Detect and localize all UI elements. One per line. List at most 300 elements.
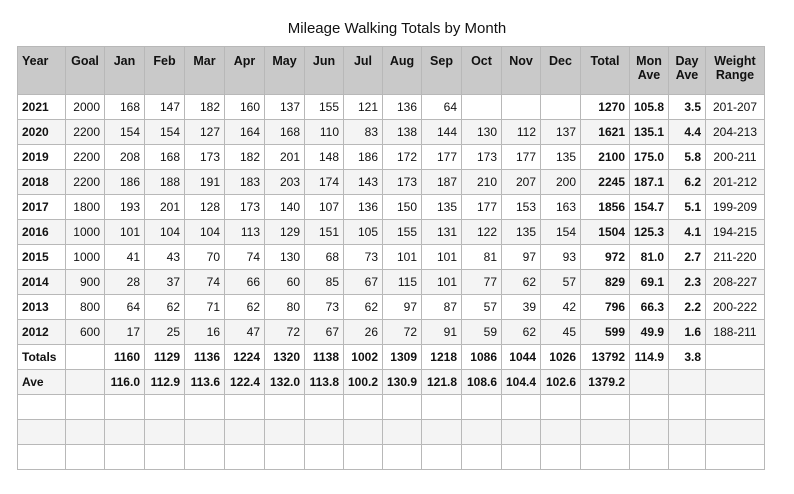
- table-cell: 4.4: [669, 120, 706, 145]
- column-header: Weight Range: [706, 47, 765, 95]
- table-cell: 81.0: [630, 245, 669, 270]
- table-cell: [344, 395, 383, 420]
- table-cell: 2012: [18, 320, 66, 345]
- table-cell: 201: [145, 195, 185, 220]
- table-cell: 1379.2: [581, 370, 630, 395]
- table-cell: 130.9: [383, 370, 422, 395]
- table-cell: [422, 420, 462, 445]
- table-cell: 191: [185, 170, 225, 195]
- table-cell: 1044: [502, 345, 541, 370]
- table-row: [18, 345, 765, 370]
- table-cell: 138: [383, 120, 422, 145]
- column-header: Apr: [225, 47, 265, 95]
- table-cell: 67: [305, 320, 344, 345]
- table-row: [18, 220, 765, 245]
- table-cell: 2014: [18, 270, 66, 295]
- table-cell: [581, 395, 630, 420]
- table-cell: 194-215: [706, 220, 765, 245]
- column-header: Jul: [344, 47, 383, 95]
- table-cell: 105.8: [630, 95, 669, 120]
- table-cell: 3.5: [669, 95, 706, 120]
- table-cell: 136: [344, 195, 383, 220]
- table-cell: [581, 420, 630, 445]
- table-cell: 177: [462, 195, 502, 220]
- table-cell: 130: [265, 245, 305, 270]
- table-cell: 97: [383, 295, 422, 320]
- table-cell: 143: [344, 170, 383, 195]
- table-cell: 1136: [185, 345, 225, 370]
- table-cell: 66.3: [630, 295, 669, 320]
- table-cell: 5.1: [669, 195, 706, 220]
- table-cell: 800: [66, 295, 105, 320]
- column-header: Goal: [66, 47, 105, 95]
- table-cell: 207: [502, 170, 541, 195]
- table-cell: 57: [462, 295, 502, 320]
- table-cell: 2.7: [669, 245, 706, 270]
- table-cell: 128: [185, 195, 225, 220]
- table-cell: [706, 370, 765, 395]
- column-header: Nov: [502, 47, 541, 95]
- table-cell: [630, 395, 669, 420]
- table-cell: 108.6: [462, 370, 502, 395]
- table-cell: 796: [581, 295, 630, 320]
- table-cell: [422, 445, 462, 470]
- table-cell: [541, 445, 581, 470]
- table-cell: 1000: [66, 220, 105, 245]
- table-cell: 116.0: [105, 370, 145, 395]
- table-cell: 125.3: [630, 220, 669, 245]
- table-cell: [305, 395, 344, 420]
- mileage-table: [17, 46, 765, 470]
- table-cell: 154.7: [630, 195, 669, 220]
- table-cell: 135: [422, 195, 462, 220]
- table-cell: 104: [185, 220, 225, 245]
- column-header: Aug: [383, 47, 422, 95]
- table-cell: [225, 395, 265, 420]
- table-cell: [18, 420, 66, 445]
- table-cell: 1621: [581, 120, 630, 145]
- table-cell: 137: [541, 120, 581, 145]
- table-cell: [265, 445, 305, 470]
- table-cell: [581, 445, 630, 470]
- table-cell: 101: [422, 270, 462, 295]
- table-cell: Totals: [18, 345, 66, 370]
- table-cell: 900: [66, 270, 105, 295]
- column-header: Oct: [462, 47, 502, 95]
- table-cell: 2200: [66, 170, 105, 195]
- table-cell: 59: [462, 320, 502, 345]
- table-cell: 210: [462, 170, 502, 195]
- table-cell: 64: [422, 95, 462, 120]
- table-cell: [669, 395, 706, 420]
- table-cell: [145, 445, 185, 470]
- table-cell: [105, 445, 145, 470]
- table-cell: [18, 395, 66, 420]
- table-cell: 200-222: [706, 295, 765, 320]
- table-cell: 100.2: [344, 370, 383, 395]
- table-cell: 1086: [462, 345, 502, 370]
- table-cell: 113.8: [305, 370, 344, 395]
- table-cell: 97: [502, 245, 541, 270]
- table-cell: 1856: [581, 195, 630, 220]
- table-cell: 174: [305, 170, 344, 195]
- table-cell: 81: [462, 245, 502, 270]
- column-header: Sep: [422, 47, 462, 95]
- table-cell: 2018: [18, 170, 66, 195]
- table-title: Mileage Walking Totals by Month: [287, 20, 507, 37]
- table-cell: 72: [265, 320, 305, 345]
- table-cell: [706, 395, 765, 420]
- table-cell: 80: [265, 295, 305, 320]
- table-cell: 2000: [66, 95, 105, 120]
- table-cell: [305, 420, 344, 445]
- table-cell: [706, 420, 765, 445]
- table-cell: 2016: [18, 220, 66, 245]
- table-cell: [225, 420, 265, 445]
- table-cell: [185, 420, 225, 445]
- table-cell: 186: [344, 145, 383, 170]
- table-cell: [462, 95, 502, 120]
- table-row: [18, 320, 765, 345]
- table-cell: 87: [422, 295, 462, 320]
- table-row: [18, 145, 765, 170]
- table-cell: 193: [105, 195, 145, 220]
- table-cell: 140: [265, 195, 305, 220]
- table-cell: 1800: [66, 195, 105, 220]
- table-cell: [502, 445, 541, 470]
- table-cell: [630, 445, 669, 470]
- table-cell: 201-212: [706, 170, 765, 195]
- table-cell: 115: [383, 270, 422, 295]
- table-cell: [462, 395, 502, 420]
- table-row: [18, 270, 765, 295]
- table-cell: 64: [105, 295, 145, 320]
- table-cell: 599: [581, 320, 630, 345]
- table-cell: 173: [225, 195, 265, 220]
- table-cell: [383, 420, 422, 445]
- table-cell: 829: [581, 270, 630, 295]
- table-cell: 85: [305, 270, 344, 295]
- table-cell: [66, 370, 105, 395]
- table-cell: [185, 395, 225, 420]
- table-cell: 201: [265, 145, 305, 170]
- table-cell: 203: [265, 170, 305, 195]
- column-header: May: [265, 47, 305, 95]
- table-cell: [502, 420, 541, 445]
- table-cell: 155: [383, 220, 422, 245]
- table-cell: 154: [541, 220, 581, 245]
- table-cell: 112.9: [145, 370, 185, 395]
- table-cell: 132.0: [265, 370, 305, 395]
- table-cell: 2100: [581, 145, 630, 170]
- table-cell: 1.6: [669, 320, 706, 345]
- table-cell: 101: [422, 245, 462, 270]
- table-cell: 73: [305, 295, 344, 320]
- table-cell: 5.8: [669, 145, 706, 170]
- table-cell: [541, 395, 581, 420]
- table-cell: 66: [225, 270, 265, 295]
- table-cell: 136: [383, 95, 422, 120]
- table-cell: 45: [541, 320, 581, 345]
- table-cell: 57: [541, 270, 581, 295]
- table-cell: 182: [225, 145, 265, 170]
- column-header: Day Ave: [669, 47, 706, 95]
- table-cell: 151: [305, 220, 344, 245]
- table-cell: 1224: [225, 345, 265, 370]
- table-cell: 2021: [18, 95, 66, 120]
- table-cell: 154: [105, 120, 145, 145]
- table-cell: 1129: [145, 345, 185, 370]
- table-cell: 153: [502, 195, 541, 220]
- table-cell: 187.1: [630, 170, 669, 195]
- table-cell: 110: [305, 120, 344, 145]
- table-row: [18, 445, 765, 470]
- table-cell: 1160: [105, 345, 145, 370]
- table-cell: 160: [225, 95, 265, 120]
- table-cell: 168: [105, 95, 145, 120]
- table-row: [18, 120, 765, 145]
- table-cell: 42: [541, 295, 581, 320]
- table-cell: 71: [185, 295, 225, 320]
- table-cell: 163: [541, 195, 581, 220]
- table-cell: 208-227: [706, 270, 765, 295]
- table-cell: [105, 420, 145, 445]
- table-cell: 2020: [18, 120, 66, 145]
- table-cell: 2.3: [669, 270, 706, 295]
- table-cell: 67: [344, 270, 383, 295]
- table-cell: 68: [305, 245, 344, 270]
- table-cell: 41: [105, 245, 145, 270]
- table-cell: [502, 395, 541, 420]
- table-cell: [669, 445, 706, 470]
- table-cell: [265, 420, 305, 445]
- column-header: Feb: [145, 47, 185, 95]
- table-cell: 102.6: [541, 370, 581, 395]
- table-cell: 113.6: [185, 370, 225, 395]
- table-cell: 1000: [66, 245, 105, 270]
- table-cell: 43: [145, 245, 185, 270]
- table-cell: 121: [344, 95, 383, 120]
- table-cell: 177: [502, 145, 541, 170]
- table-cell: 47: [225, 320, 265, 345]
- table-cell: 168: [145, 145, 185, 170]
- header-row: [18, 47, 765, 95]
- table-cell: [145, 395, 185, 420]
- table-cell: 69.1: [630, 270, 669, 295]
- table-cell: [344, 445, 383, 470]
- table-cell: 93: [541, 245, 581, 270]
- table-cell: [145, 420, 185, 445]
- table-cell: 150: [383, 195, 422, 220]
- table-cell: 60: [265, 270, 305, 295]
- table-cell: 173: [462, 145, 502, 170]
- table-cell: 13792: [581, 345, 630, 370]
- table-cell: 200-211: [706, 145, 765, 170]
- table-cell: 172: [383, 145, 422, 170]
- table-cell: 177: [422, 145, 462, 170]
- table-cell: [541, 95, 581, 120]
- table-cell: [630, 420, 669, 445]
- table-cell: 104: [145, 220, 185, 245]
- table-cell: 148: [305, 145, 344, 170]
- table-cell: 129: [265, 220, 305, 245]
- table-row: [18, 195, 765, 220]
- table-cell: 121.8: [422, 370, 462, 395]
- table-cell: 135: [502, 220, 541, 245]
- table-cell: 16: [185, 320, 225, 345]
- table-cell: [185, 445, 225, 470]
- table-cell: [383, 445, 422, 470]
- table-cell: 17: [105, 320, 145, 345]
- table-cell: 113: [225, 220, 265, 245]
- table-cell: 173: [383, 170, 422, 195]
- table-cell: 175.0: [630, 145, 669, 170]
- table-cell: [66, 445, 105, 470]
- table-cell: 200: [541, 170, 581, 195]
- table-cell: 164: [225, 120, 265, 145]
- table-cell: 105: [344, 220, 383, 245]
- table-cell: 83: [344, 120, 383, 145]
- table-cell: 74: [225, 245, 265, 270]
- table-cell: 1218: [422, 345, 462, 370]
- column-header: Year: [18, 47, 66, 95]
- table-cell: 154: [145, 120, 185, 145]
- table-cell: 211-220: [706, 245, 765, 270]
- table-cell: 183: [225, 170, 265, 195]
- table-cell: [706, 345, 765, 370]
- table-cell: 39: [502, 295, 541, 320]
- table-cell: [344, 420, 383, 445]
- table-cell: 2015: [18, 245, 66, 270]
- table-cell: 104.4: [502, 370, 541, 395]
- table-cell: 28: [105, 270, 145, 295]
- table-cell: 1320: [265, 345, 305, 370]
- table-cell: 3.8: [669, 345, 706, 370]
- table-cell: [105, 395, 145, 420]
- table-cell: 188-211: [706, 320, 765, 345]
- table-cell: 2017: [18, 195, 66, 220]
- column-header: Total: [581, 47, 630, 95]
- table-cell: 188: [145, 170, 185, 195]
- table-cell: 72: [383, 320, 422, 345]
- table-cell: [630, 370, 669, 395]
- table-cell: 74: [185, 270, 225, 295]
- table-cell: Ave: [18, 370, 66, 395]
- table-cell: [18, 445, 66, 470]
- table-cell: 1138: [305, 345, 344, 370]
- table-row: [18, 420, 765, 445]
- table-cell: 77: [462, 270, 502, 295]
- table-cell: 182: [185, 95, 225, 120]
- table-cell: 4.1: [669, 220, 706, 245]
- table-cell: 2013: [18, 295, 66, 320]
- table-cell: 187: [422, 170, 462, 195]
- table-cell: [422, 395, 462, 420]
- table-row: [18, 295, 765, 320]
- table-row: [18, 370, 765, 395]
- table-cell: 127: [185, 120, 225, 145]
- table-cell: 1504: [581, 220, 630, 245]
- table-cell: 168: [265, 120, 305, 145]
- table-cell: 2019: [18, 145, 66, 170]
- table-row: [18, 245, 765, 270]
- table-cell: 25: [145, 320, 185, 345]
- table-cell: [66, 345, 105, 370]
- table-cell: [383, 395, 422, 420]
- table-cell: 2200: [66, 120, 105, 145]
- table-cell: 600: [66, 320, 105, 345]
- table-cell: 101: [105, 220, 145, 245]
- table-cell: 37: [145, 270, 185, 295]
- table-cell: [66, 420, 105, 445]
- table-cell: 1026: [541, 345, 581, 370]
- table-cell: [225, 445, 265, 470]
- table-cell: 6.2: [669, 170, 706, 195]
- table-cell: 2245: [581, 170, 630, 195]
- table-cell: [305, 445, 344, 470]
- table-cell: 199-209: [706, 195, 765, 220]
- table-cell: [706, 445, 765, 470]
- table-cell: [502, 95, 541, 120]
- table-cell: 26: [344, 320, 383, 345]
- table-cell: 1002: [344, 345, 383, 370]
- table-cell: [462, 445, 502, 470]
- table-cell: 91: [422, 320, 462, 345]
- table-row: [18, 395, 765, 420]
- table-cell: 73: [344, 245, 383, 270]
- table-cell: 173: [185, 145, 225, 170]
- table-row: [18, 95, 765, 120]
- table-cell: 137: [265, 95, 305, 120]
- table-cell: 204-213: [706, 120, 765, 145]
- table-cell: 144: [422, 120, 462, 145]
- table-cell: [462, 420, 502, 445]
- table-cell: 1270: [581, 95, 630, 120]
- table-cell: [265, 395, 305, 420]
- table-cell: 70: [185, 245, 225, 270]
- table-cell: 49.9: [630, 320, 669, 345]
- table-cell: 62: [145, 295, 185, 320]
- column-header: Mon Ave: [630, 47, 669, 95]
- table-cell: 62: [502, 270, 541, 295]
- table-cell: 107: [305, 195, 344, 220]
- table-cell: 62: [344, 295, 383, 320]
- table-cell: [541, 420, 581, 445]
- column-header: Jun: [305, 47, 344, 95]
- table-cell: 130: [462, 120, 502, 145]
- column-header: Mar: [185, 47, 225, 95]
- column-header: Dec: [541, 47, 581, 95]
- table-cell: 201-207: [706, 95, 765, 120]
- table-cell: 208: [105, 145, 145, 170]
- table-cell: 155: [305, 95, 344, 120]
- table-cell: 135.1: [630, 120, 669, 145]
- table-cell: 62: [502, 320, 541, 345]
- table-cell: [669, 420, 706, 445]
- table-cell: 131: [422, 220, 462, 245]
- table-cell: 122.4: [225, 370, 265, 395]
- table-cell: 2.2: [669, 295, 706, 320]
- table-cell: 2200: [66, 145, 105, 170]
- table-row: [18, 170, 765, 195]
- table-cell: 972: [581, 245, 630, 270]
- table-cell: 186: [105, 170, 145, 195]
- table-cell: 101: [383, 245, 422, 270]
- table-cell: [669, 370, 706, 395]
- table-cell: 135: [541, 145, 581, 170]
- table-cell: 1309: [383, 345, 422, 370]
- table-cell: 62: [225, 295, 265, 320]
